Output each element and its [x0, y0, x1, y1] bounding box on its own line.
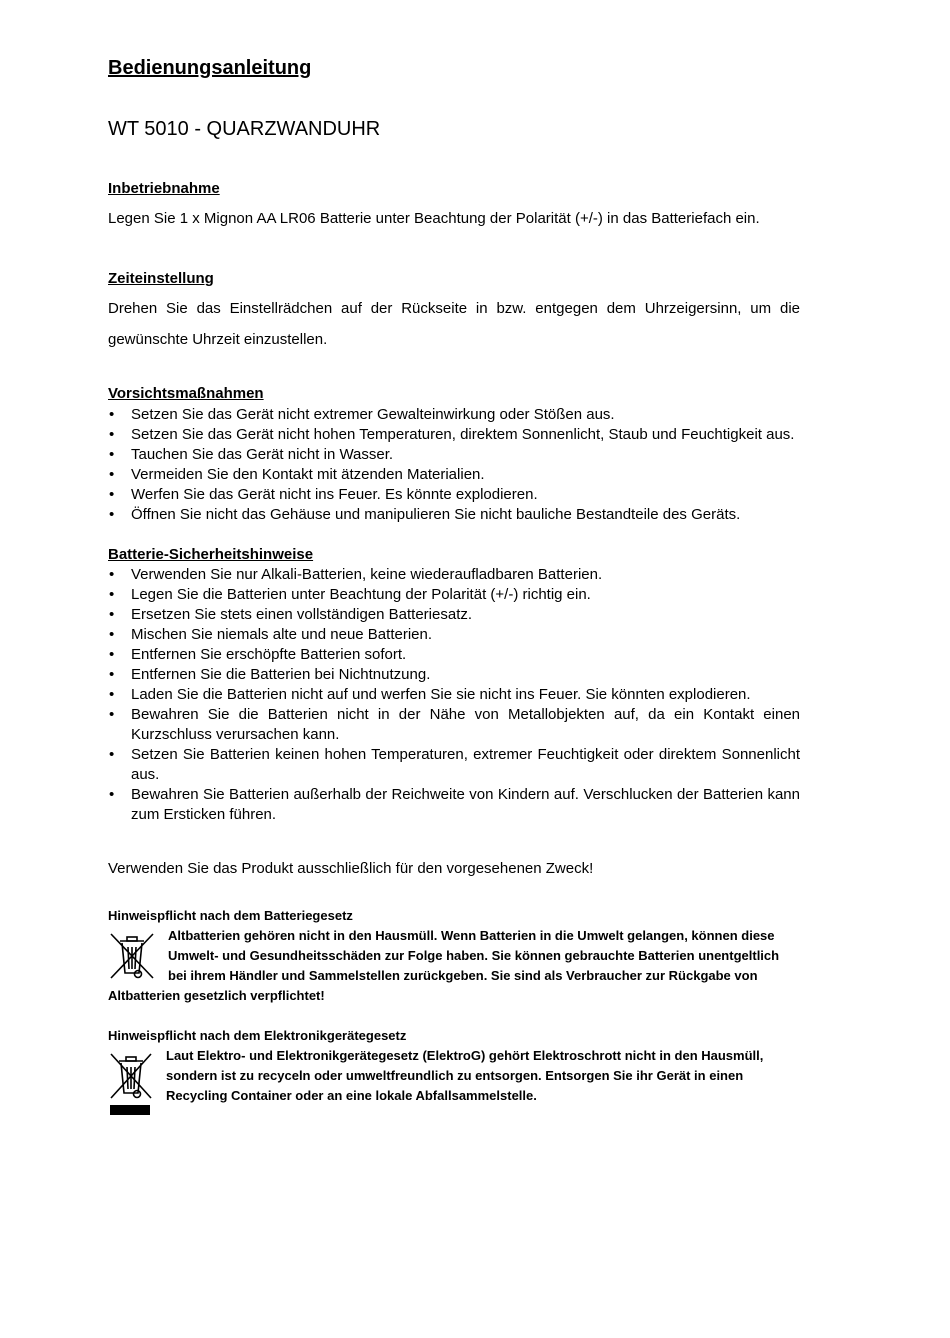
list-item: • Mischen Sie niemals alte und neue Batterien. [108, 625, 800, 645]
list-item: • Bewahren Sie die Batterien nicht in der Nähe von Metallobjekten auf, da ein Kontakt einen Kurzschluss verursachen kann. [108, 705, 800, 745]
crossed-out-bin-icon [108, 929, 156, 981]
inbetriebnahme-text: Legen Sie 1 x Mignon AA LR06 Batterie unter Beachtung der Polarität (+/-) in das Batteriefach ein. [108, 210, 760, 227]
elektronik-text: Laut Elektro- und Elektronikgerätegesetz (ElektroG) gehört Elektroschrott nicht in den Hausmüll, sondern ist zu recyceln oder umweltfreundlich zu entsorgen. Entsorgen Sie ihr Gerät in einen Recycling Container oder an eine lokale Abfallsammelstelle. [166, 1048, 764, 1103]
vorsicht-list [108, 405, 800, 525]
list-item: • Laden Sie die Batterien nicht auf und werfen Sie sie nicht ins Feuer. Sie könnten explodieren. [108, 685, 800, 705]
list-item: • Tauchen Sie das Gerät nicht in Wasser. [108, 445, 800, 465]
batteriegesetz-heading: Hinweispflicht nach dem Batteriegesetz [108, 908, 353, 923]
list-item: • Bewahren Sie Batterien außerhalb der Reichweite von Kindern auf. Verschlucken der Batterien kann zum Ersticken führen. [108, 785, 800, 825]
section-heading-inbetriebnahme: Inbetriebnahme [108, 180, 220, 197]
section-heading-batterie: Batterie-Sicherheitshinweise [108, 546, 314, 563]
list-item: • Setzen Sie das Gerät nicht extremer Gewalteinwirkung oder Stößen aus. [108, 405, 800, 425]
list-item: • Vermeiden Sie den Kontakt mit ätzenden Materialien. [108, 465, 800, 485]
elektronik-notice [108, 1046, 800, 1117]
page-title: Bedienungsanleitung [108, 57, 312, 79]
list-item: • Verwenden Sie nur Alkali-Batterien, keine wiederaufladbaren Batterien. [108, 565, 800, 585]
list-item: • Entfernen Sie die Batterien bei Nichtnutzung. [108, 665, 800, 685]
zeiteinstellung-text-line2: gewünschte Uhrzeit einzustellen. [108, 331, 328, 348]
list-item: • Öffnen Sie nicht das Gehäuse und manipulieren Sie nicht bauliche Bestandteile des Geräts. [108, 505, 800, 525]
elektronik-heading: Hinweispflicht nach dem Elektronikgerätegesetz [108, 1028, 407, 1043]
zweck-text: Verwenden Sie das Produkt ausschließlich für den vorgesehenen Zweck! [108, 860, 594, 877]
section-heading-zeiteinstellung: Zeiteinstellung [108, 270, 214, 287]
product-title: WT 5010 - QUARZWANDUHR [108, 118, 381, 140]
section-heading-vorsicht: Vorsichtsmaßnahmen [108, 385, 264, 402]
batterie-list [108, 565, 800, 825]
list-item: • Legen Sie die Batterien unter Beachtung der Polarität (+/-) richtig ein. [108, 585, 800, 605]
batteriegesetz-notice [108, 926, 800, 1006]
list-item: • Entfernen Sie erschöpfte Batterien sofort. [108, 645, 800, 665]
crossed-out-bin-bar-icon [108, 1049, 154, 1117]
list-item: • Ersetzen Sie stets einen vollständigen Batteriesatz. [108, 605, 800, 625]
batteriegesetz-text: Altbatterien gehören nicht in den Hausmüll. Wenn Batterien in die Umwelt gelangen, können diese Umwelt- und Gesundheitsschäden zur Folge haben. Sie können gebrauchte Batterien unentgeltlich bei ihrem Händler und Sammelstellen zurückgeben. Sie sind als Verbraucher zur Rückgabe von Altbatterien gesetzlich verpflichtet! [108, 928, 780, 1003]
list-item: • Setzen Sie Batterien keinen hohen Temperaturen, extremer Feuchtigkeit oder direktem Sonnenlicht aus. [108, 745, 800, 785]
list-item: • Werfen Sie das Gerät nicht ins Feuer. Es könnte explodieren. [108, 485, 800, 505]
list-item: • Setzen Sie das Gerät nicht hohen Temperaturen, direktem Sonnenlicht, Staub und Feuchtigkeit aus. [108, 425, 800, 445]
zeiteinstellung-text-line1: Drehen Sie das Einstellrädchen auf der Rückseite in bzw. entgegen dem Uhrzeigersinn, um die [108, 300, 800, 317]
